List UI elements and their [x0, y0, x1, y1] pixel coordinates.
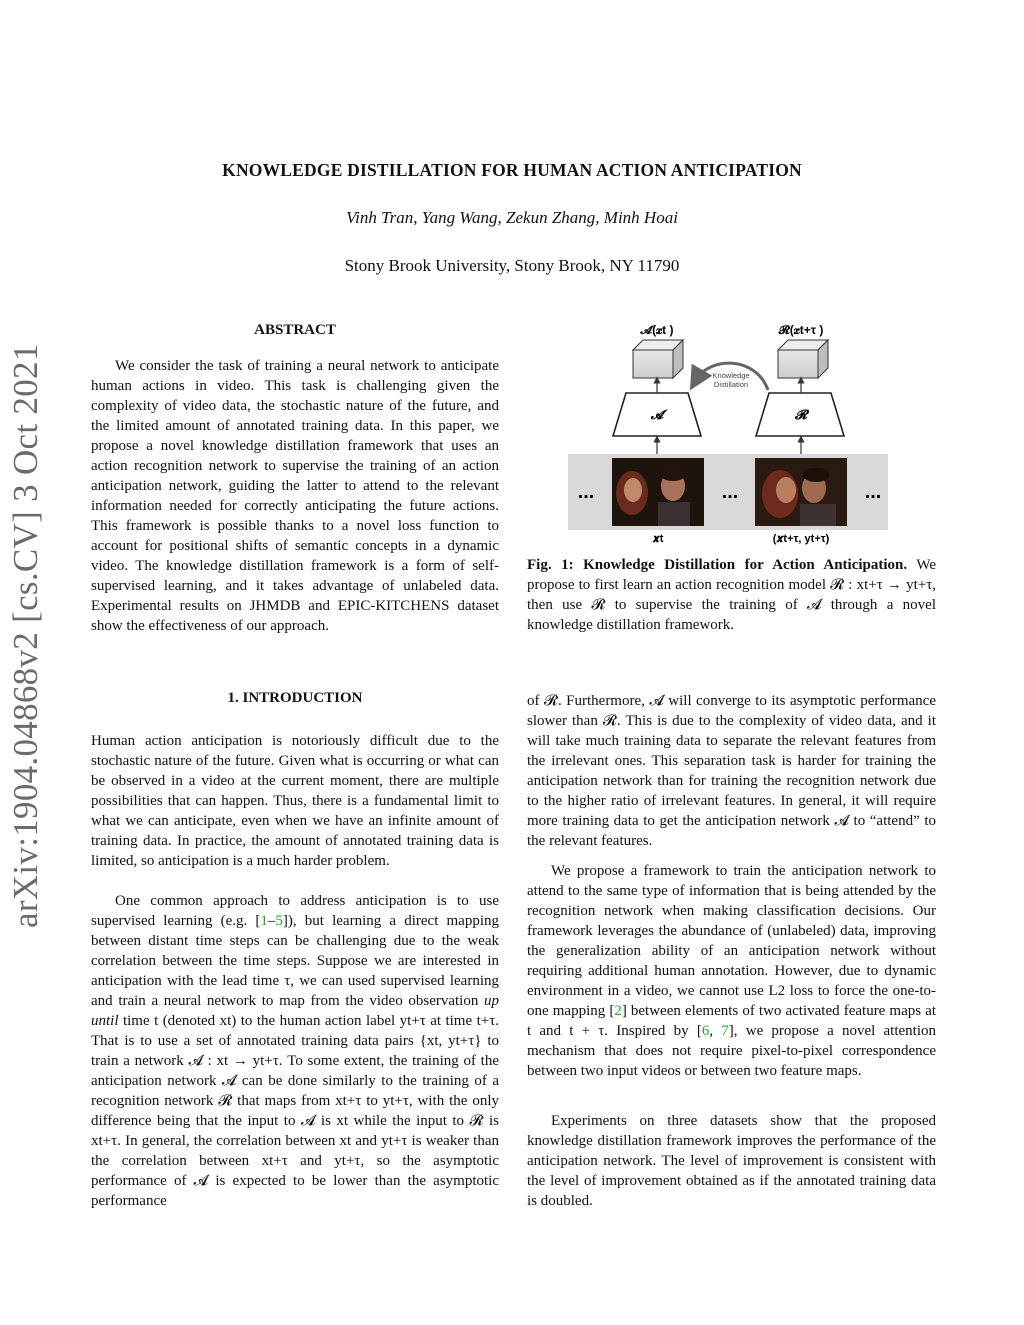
emphasis-up-until: up until [91, 993, 499, 1029]
abstract-text: We consider the task of training a neural network to anticipate human actions in video. This task is challenging given the complexity of video data, the stochastic nature of the future, and the limited amount of annotated training data. In this paper, we propose a novel knowledge distillation framework that uses an action recognition network to supervise the training of an action anticipation network, guiding the latter to attend to the relevant information needed for correctly anticipating the future actions. This framework is possible thanks to a novel loss function to account for positional shifts of semantic concepts in a dynamic video. The knowledge distillation framework is a form of self-supervised learning, and it takes advantage of unlabeled data. Experimental results on JHMDB and EPIC-KITCHENS dataset show the effectiveness of our approach. [91, 358, 499, 634]
arxiv-identifier: arXiv:1904.04868v2 [cs.CV] 3 Oct 2021 [6, 343, 45, 928]
intro-paragraph-4: We propose a framework to train the anticipation network to attend to the same type of information that is being attended by the recognition network when making classification decisions. Our framework leverages the abundance of (unlabeled) data, improving the generalization ability of an anticipation network without requiring additional human annotation. However, due to dynamic environment in a video, we cannot use L2 loss to force the one-to-one mapping [2] between elements of two activated feature maps at t and t + τ. Inspired by [6, 7], we propose a novel attention mechanism that does not require pixel-to-pixel correspondence between two input videos or between two feature maps. [527, 863, 936, 1079]
caption-text: We propose to first learn an action recognition model 𝓡 : xt+τ → yt+τ, then use 𝓡 to supervise the training of 𝓐 through a novel knowledge distillation framework. [527, 557, 936, 633]
paper-affiliation: Stony Brook University, Stony Brook, NY 11790 [344, 256, 680, 275]
intro-paragraph-3: of 𝓡. Furthermore, 𝓐 will converge to its asymptotic performance slower than 𝓡. This is due to the complexity of video data, and it will take much training data to separate the relevant features from the irrelevant ones. This separation task is harder for training the anticipation network than for training the recognition network due to the higher ratio of irrelevant features. In general, it will require more training data to get the anticipation network 𝓐 to “attend” to the relevant features. [527, 693, 936, 849]
kd-label-line1: Knowledge [712, 371, 750, 380]
abstract-heading: ABSTRACT [254, 322, 336, 338]
citation-link[interactable]: 5 [275, 913, 283, 929]
ellipsis-left: ... [577, 481, 595, 503]
ellipsis-right: ... [864, 481, 882, 503]
figure-1-diagram [560, 318, 896, 550]
citation-link[interactable]: 2 [614, 1003, 622, 1019]
figure-1-caption: Fig. 1: Knowledge Distillation for Action Anticipation. We propose to first learn an action recognition model 𝓡 : xt+τ → yt+τ, then use 𝓡 to supervise the training of 𝓐 through a novel knowledge distillation framework. [527, 557, 936, 633]
cube-r-output [778, 340, 828, 378]
intro-heading: 1. INTRODUCTION [227, 690, 363, 706]
citation-link[interactable]: 1 [260, 913, 268, 929]
citation-link[interactable]: 6 [701, 1023, 710, 1039]
cube-a-output [633, 340, 683, 378]
citation-link[interactable]: 7 [721, 1023, 729, 1039]
video-frame-left [612, 458, 704, 526]
paper-title: KNOWLEDGE DISTILLATION FOR HUMAN ACTION ANTICIPATION [222, 160, 802, 180]
block-a-label: 𝓐 [650, 407, 664, 422]
caption-label: Fig. 1 [527, 557, 569, 573]
intro-paragraph-1: Human action anticipation is notoriously difficult due to the stochastic nature of the future. Given what is occurring or what can be observed in a video at the current moment, there are multiple possibilities that can happen. Thus, there is a fundamental limit to what we can anticipate, even when we have an infinite amount of training data. In practice, the amount of annotated training data is limited, so anticipation is a much harder problem. [91, 733, 499, 869]
intro-paragraph-2: One common approach to address anticipation is to use supervised learning (e.g. [1–5]), but learning a direct mapping between distant time steps can be challenging due to the weak correlation between the time steps. Suppose we are interested in anticipation with the lead time τ, we can used supervised learning and train a neural network to map from the video observation up until time t (denoted xt) to the human action label yt+τ at time t+τ. That is to use a set of annotated training data pairs {xt, yt+τ} to train a network 𝓐 : xt → yt+τ. To some extent, the training of the anticipation network 𝓐 can be done similarly to the training of a recognition network 𝓡 that maps from xt+τ to yt+τ, with the only difference being that the input to 𝓐 is xt while the input to 𝓡 is xt+τ. In general, the correlation between xt and yt+τ is weaker than the correlation between xt+τ and yt+τ, so the asymptotic performance of 𝓐 is expected to be lower than the asymptotic performance [91, 893, 499, 1209]
kd-label-line2: Distillation [713, 380, 749, 389]
video-frame-right [755, 458, 847, 526]
label-r-output: 𝓡(𝒙t+τ ) [778, 323, 824, 337]
paper-authors: Vinh Tran, Yang Wang, Zekun Zhang, Minh Hoai [346, 208, 678, 227]
frame-label-xt: 𝒙t [652, 533, 664, 545]
ellipsis-middle: ... [721, 481, 739, 503]
label-a-output: 𝓐(𝒙t ) [640, 323, 674, 337]
caption-title: Knowledge Distillation for Action Anticipation. [583, 557, 908, 573]
intro-paragraph-5: Experiments on three datasets show that the proposed knowledge distillation framework improves the performance of the anticipation network. The level of improvement is consistent with the level of improvement obtained as if the annotated training data is doubled. [527, 1113, 936, 1209]
figure-1 [560, 318, 896, 550]
block-r-label: 𝓡 [794, 407, 808, 422]
frame-label-xt-tau: (𝒙t+τ, yt+τ) [772, 533, 830, 545]
